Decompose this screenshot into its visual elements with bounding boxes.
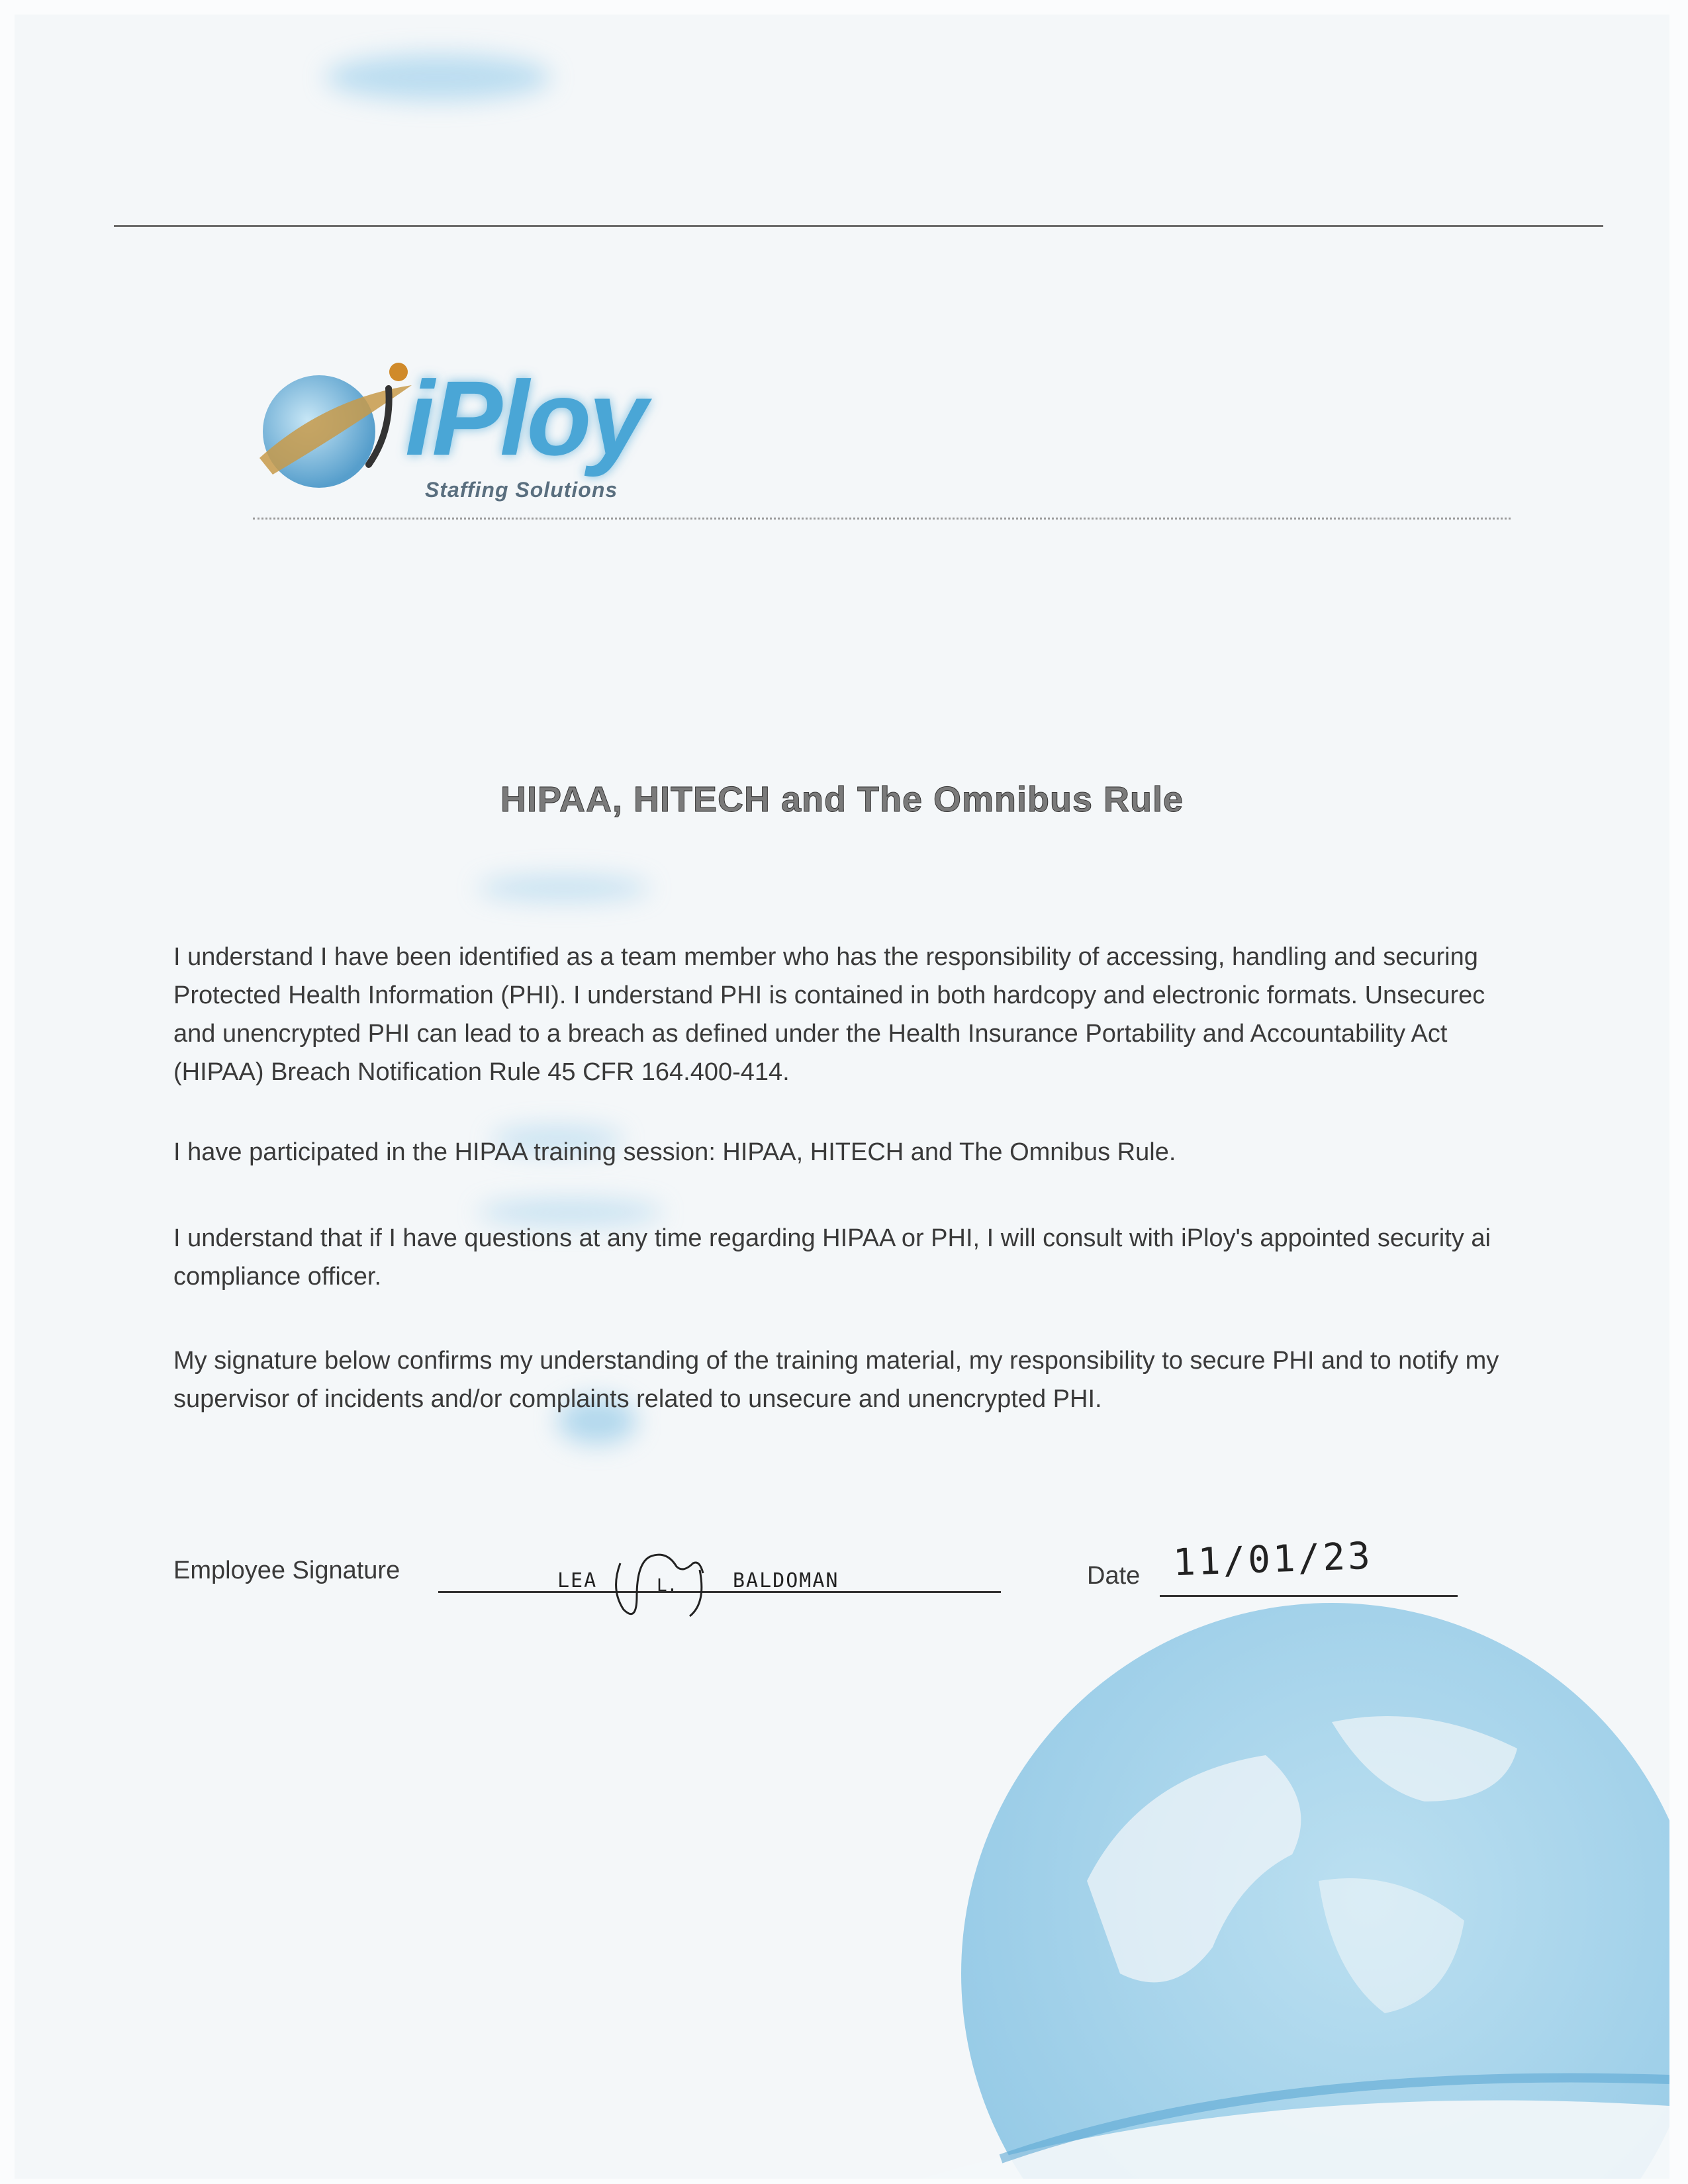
paragraph-line: My signature below confirms my understanding of the training material, my responsibility to secure PHI and to notify my [173, 1347, 1499, 1375]
svg-text:BALDOMAN: BALDOMAN [733, 1569, 839, 1592]
ink-smudge [478, 875, 650, 901]
top-rule [114, 225, 1603, 227]
paragraph-line: I have participated in the HIPAA training session: HIPAA, HITECH and The Omnibus Rule. [173, 1138, 1176, 1166]
date-label: Date [1087, 1562, 1141, 1590]
date-line [1160, 1595, 1458, 1597]
globe-watermark-icon [921, 1603, 1669, 2179]
globe-logo-icon [246, 359, 418, 504]
logo-underline [253, 518, 1511, 520]
paragraph-line: compliance officer. [173, 1263, 382, 1291]
paragraph-line: supervisor of incidents and/or complaints related to unsecure and unencrypted PHI. [173, 1385, 1102, 1413]
paragraph-line: and unencrypted PHI can lead to a breach as defined under the Health Insurance Portability and Accountability Act [173, 1020, 1448, 1048]
svg-text:LEA: LEA [557, 1569, 598, 1592]
ink-smudge [326, 54, 551, 101]
logo-tagline: Staffing Solutions [425, 478, 618, 502]
document-title: HIPAA, HITECH and The Omnibus Rule [500, 780, 1184, 819]
paragraph-line: (HIPAA) Breach Notification Rule 45 CFR 164.400-414. [173, 1058, 790, 1086]
paragraph-phi-responsibility [173, 938, 1663, 1091]
paragraph-line: Protected Health Information (PHI). I understand PHI is contained in both hardcopy and electronic formats. Unsecurec [173, 981, 1485, 1009]
paragraph-signature-confirmation [173, 1342, 1663, 1418]
paragraph-training-session [173, 1133, 1663, 1171]
paragraph-compliance-officer [173, 1219, 1663, 1296]
date-value: 11/01/23 [1172, 1534, 1374, 1585]
paragraph-line: I understand I have been identified as a team member who has the responsibility of accessing, handling and securing [173, 943, 1478, 971]
employee-signature-label: Employee Signature [173, 1557, 400, 1584]
iploy-logo [246, 345, 723, 518]
paragraph-line: I understand that if I have questions at any time regarding HIPAA or PHI, I will consult with iPloy's appointed security ai [173, 1224, 1491, 1252]
handwritten-signature [438, 1543, 1001, 1623]
logo-wordmark: iPloy [405, 359, 645, 477]
document-page [15, 15, 1669, 2179]
svg-text:L.: L. [657, 1576, 678, 1596]
